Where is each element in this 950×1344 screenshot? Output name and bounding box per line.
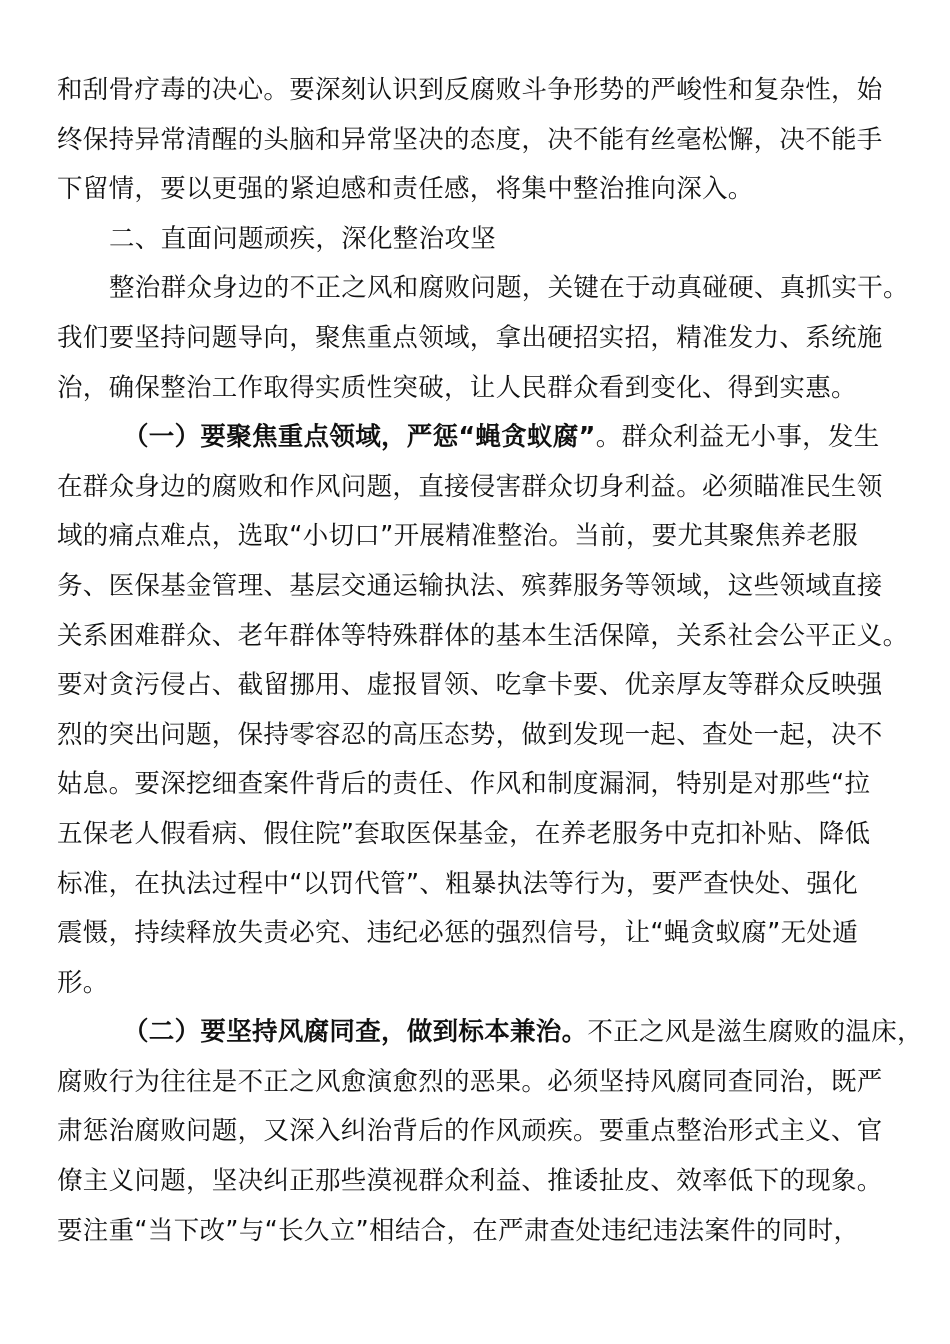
paragraph-line: 要注重“当下改”与“长久立”相结合，在严肃查处违纪违法案件的同时，: [57, 1215, 860, 1246]
paragraph-line: 终保持异常清醒的头脑和异常坚决的态度，决不能有丝毫松懈，决不能手: [57, 124, 883, 155]
paragraph-line: 形。: [57, 967, 109, 998]
subsection-line: [57, 1008, 923, 1058]
subsection-heading: （二）要坚持风腐同查，做到标本兼治。: [123, 1017, 588, 1048]
paragraph-line: 关系困难群众、老年群体等特殊群体的基本生活保障，关系社会公平正义。: [57, 620, 909, 651]
subsection-line: [57, 413, 895, 463]
paragraph-line: 要对贪污侵占、截留挪用、虚报冒领、吃拿卡要、优亲厚友等群众反映强: [57, 670, 883, 701]
paragraph-line: 肃惩治腐败问题，又深入纠治背后的作风顽疾。要重点整治形式主义、官: [57, 1116, 883, 1147]
paragraph-line: 在群众身边的腐败和作风问题，直接侵害群众切身利益。必须瞄准民生领: [57, 471, 883, 502]
paragraph-line: 治，确保整治工作取得实质性突破，让人民群众看到变化、得到实惠。: [57, 372, 857, 403]
paragraph-line: 域的痛点难点，选取“小切口”开展精准整治。当前，要尤其聚焦养老服: [57, 521, 859, 552]
paragraph-line: 震慑，持续释放失责必究、违纪必惩的强烈信号，让“蝇贪蚁腐”无处遁: [57, 918, 859, 949]
subsection-heading: （一）要聚焦重点领域，严惩“蝇贪蚁腐”: [123, 422, 596, 453]
paragraph-line: 五保老人假看病、假住院”套取医保基金，在养老服务中克扣补贴、降低: [57, 818, 871, 849]
section-heading: 二、直面问题顽疾，深化整治攻坚: [109, 223, 497, 254]
paragraph-line: 下留情，要以更强的紧迫感和责任感，将集中整治推向深入。: [57, 174, 754, 205]
paragraph-line: 烈的突出问题，保持零容忍的高压态势，做到发现一起、查处一起，决不: [57, 719, 883, 750]
paragraph-text: 。群众利益无小事，发生: [595, 422, 880, 453]
paragraph-line: 标准，在执法过程中“以罚代管”、粗暴执法等行为，要严查快处、强化: [57, 868, 859, 899]
paragraph-line: 僚主义问题，坚决纠正那些漠视群众利益、推诿扯皮、效率低下的现象。: [57, 1166, 883, 1197]
paragraph-line: 姑息。要深挖细查案件背后的责任、作风和制度漏洞，特别是对那些“拉: [57, 769, 871, 800]
paragraph-text: 不正之风是滋生腐败的温床，: [587, 1017, 923, 1048]
paragraph-line: 整治群众身边的不正之风和腐败问题，关键在于动真碰硬、真抓实干。: [109, 273, 909, 304]
paragraph-line: 腐败行为往往是不正之风愈演愈烈的恶果。必须坚持风腐同查同治，既严: [57, 1066, 883, 1097]
paragraph-line: 和刮骨疗毒的决心。要深刻认识到反腐败斗争形势的严峻性和复杂性，始: [57, 75, 883, 105]
document-page: [57, 66, 923, 1256]
paragraph-line: 务、医保基金管理、基层交通运输执法、殡葬服务等领域，这些领域直接: [57, 570, 883, 601]
paragraph-line: 我们要坚持问题导向，聚焦重点领域，拿出硬招实招，精准发力、系统施: [57, 322, 883, 353]
